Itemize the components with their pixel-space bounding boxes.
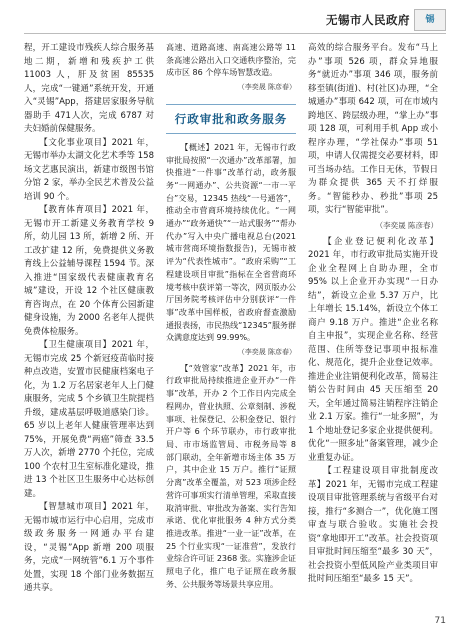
source-attribution: （李奕晟 陈彦春） (237, 348, 296, 357)
body-paragraph: 【教育体育项目】2021 年，无锡市开工新建义务教育学校 9 所，幼儿园 13 所，新增 2 所、开工改扩建 12 所，免费提供义务教育线上公益辅导课程 1594 节。深入推进“国家级代表健康教育名城”建设，开设 12 个社区健康教育咨询点，在 20 个体育公园新建健身设施，为 2000 名老年人提供免费体检服务。 (24, 205, 154, 337)
body-paragraph: 高速、道路高速、南高速公路等 11 条高速公路出入口交通秩序整治，完成市区 86 个停车场智慧改造。 (166, 43, 296, 78)
body-paragraph: 【概述】2021 年，无锡市行政审批局按照“一次通办”改革部署，加快推进“一件事”改革行动，政务服务“一网通办”、公共资源“一市一平台”交易，12345 热线“一号通答”，推动全市营商环境持续优化。“一网通办”“政务通快”“一站式服务”“帮办代办”写入中央广播电视总台(2021 城市营商环境指数报告)，无锡市被评为“代表性城市”。“政府采购”“工程建设项目审批”指标在全省营商环境考核中获评第一等次，网页版办公厅国务院考核评估中分别获评“一件事”改革中国样板，省政府督查激励通报表扬，市民热线“12345”服务群众满意度达到 99.99%。 (166, 142, 296, 343)
body-paragraph: 【工程建设项目审批制度改革】2021 年，无锡市完成工程建设项目审批管理系统与省级平台对接，推行“多测合一”，优化施工图审查与联合验收。实施社会投资“拿地即开工”改革。社会投资项目审批时间压缩至“最多 30 天”，社会投资小型低风险产业类项目审批时间压缩至“最多 15 天”。 (308, 466, 438, 584)
body-paragraph: 【智慧城市项目】2021 年，无锡市城市运行中心启用，完成市级政务服务一网通办平台建设，“灵锡”App 新增 200 项服务，完成“一网统管”6.1 万个事件处置，实现 18 个部门业务数据互通共享。 (24, 502, 154, 593)
section-heading: 行政审批和政务服务 (166, 104, 296, 134)
header-rule (24, 33, 446, 34)
body-paragraph: 【文化事业项目】2021 年，无锡市举办太湖文化艺术季等 158 场文艺惠民演出，新建市级图书馆分馆 2 家，举办全民艺术普及公益培训 90 个。 (24, 137, 154, 202)
yearbook-logo: 锡 (414, 9, 446, 31)
body-paragraph: 【“效管家”改革】2021 年，市行政审批局持续推进企业开办“一件事”改革，开办 2 个工作日内完成全程网办，营业执照、公章刻制、涉税事项、社保登记、公积金登记、银行开户等 6 个环节联办，市行政审批局、市市场监管局、市税务局等 8 部门联动，全年新增市场主体 35 万户，其中企业 15 万户。推行“证照分离”改革全覆盖，对 523 项涉企经营许可事项实行清单管理，采取直接取消审批、审批改为备案、实行告知承诺、优化审批服务 4 种方式分类推进改革。推进“一业一证”改革，在 25 个行业实现“一证准营”，发放行业综合许可证 2368 张。实施涉企证照电子化，推广电子证照在政务服务、公共服务等场景共享应用。 (166, 363, 296, 589)
text-column-left (24, 42, 154, 596)
page-header (0, 0, 468, 34)
header-title: 无锡市人民政府 (326, 13, 410, 27)
body-paragraph: 程，开工建设市残疾人综合服务基地二期，新增和残疾护工供 11003 人，肝及贫困 85535 人，完成“一键通”系统开发，开通入“灵锡”App，搭建居家服务导航器助手 471人次，完成 6787 对夫妇婚前保健服务。 (24, 43, 154, 134)
body-paragraph: 高效的综合服务平台。发布“马上办”事项 526 项，群众异地服务“就近办”事项 346 项，服务前移至镇(街道)、村(社区)办理，“全城通办”事项 642 项，可在市域内跨地区、跨层级办理，“掌上办”事项 128 项，可利用手机 App 或小程序办理，“学社保办”事项 51 项，申请人仅需提交必要材料，即可当场办结。工作日无休，节假日为群众提供 365 天不打烊服务。“智能秒办、秒批”事项 25 项，实行“智能审批”。 (308, 43, 438, 215)
text-column-middle (166, 42, 296, 591)
text-column-right (308, 42, 438, 587)
page-number: 71 (434, 616, 446, 626)
source-attribution: （李奕晟 陈彦春） (237, 83, 296, 92)
source-attribution: （李奕晟 陈彦春） (375, 220, 438, 230)
body-paragraph: 【企业登记便利化改革】2021 年，市行政审批局实施开设企业全程网上自助办理，全市 95% 以上企业开办实现“一日办结”，新设立企业 5.37 万户，比上年增长 15.14%，新设立个体工商户 9.18 万户。推进“企业名称自主申报”，实现企业名称、经营范围、住所等登记事项申报标准化、规范化，提升企业登记效率。推进企业注销便利化改革，简易注销公告时间由 45 天压缩至 20 天，全年通过简易注销程序注销企业 2.1 万家。推行“一址多照”，为 1 个地址登记多家企业提供便利。优化“一照多址”备案管理，减少企业重复办证。 (308, 236, 438, 463)
body-paragraph: 【卫生健康项目】2021 年，无锡市完成 25 个新冠疫苗临时接种点改造，安置市民健康档案电子化，为 1.2 万名居家老年人上门健康服务，完成 5 个乡镇卫生院提档升级，建成基层呼吸道感染门诊。65 岁以上老年人健康管理率达到 75%，开展免费“两癌”筛查 33.5 万人次，新增 2770 个托位，完成 100 个农村卫生室标准化建设，推进 13 个社区卫生服务中心达标创建。 (24, 340, 154, 499)
